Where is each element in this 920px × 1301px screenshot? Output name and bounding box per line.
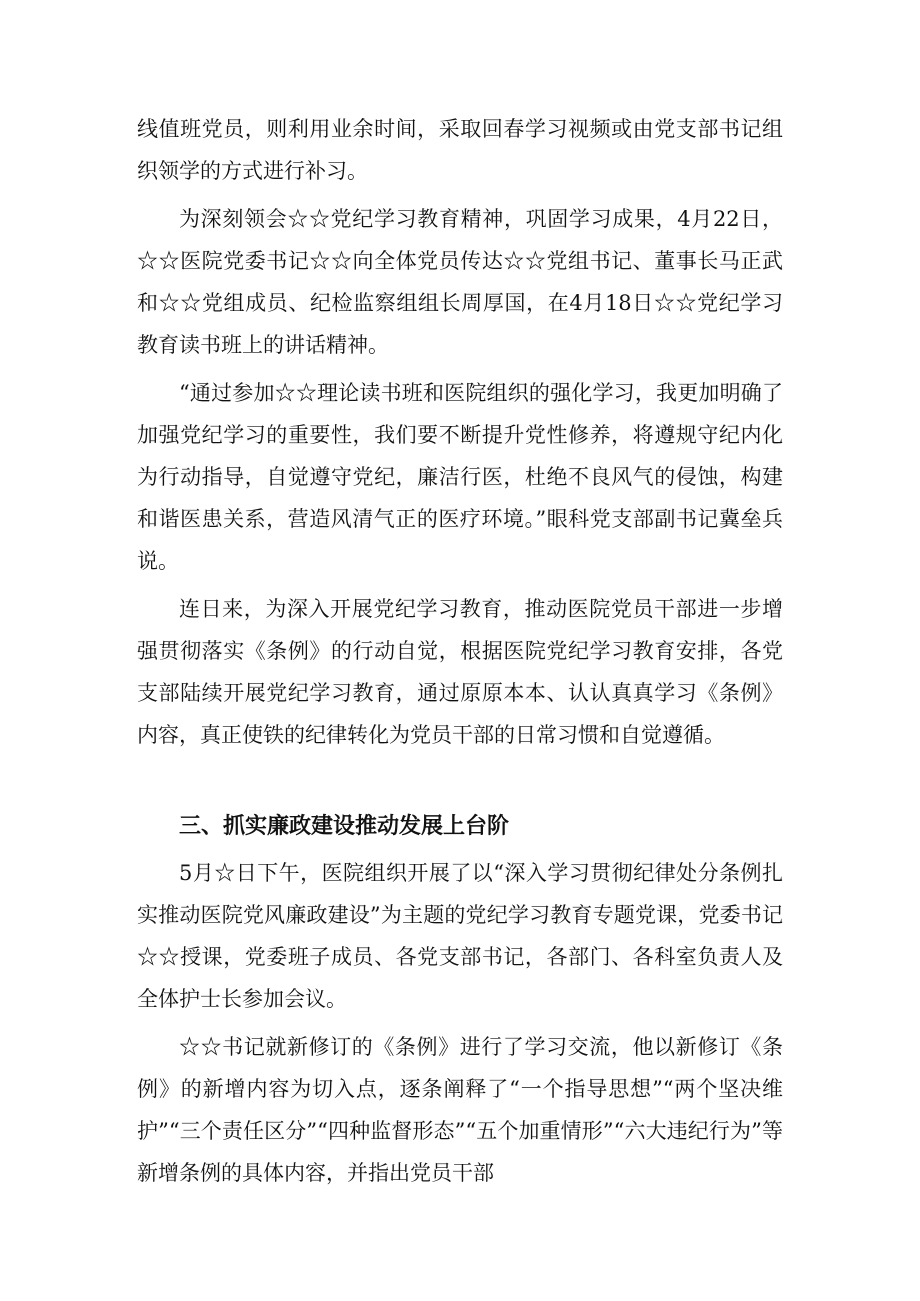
- body-text-section-b: [137, 852, 783, 1200]
- paragraph-ongoing-education: 连日来，为深入开展党纪学习教育，推动医院党员干部进一步增强贯彻落实《条例》的行动自觉，根据医院党纪学习教育安排，各党支部陆续开展党纪学习教育，通过原原本本、认认真真学习《条例》内容，真正使铁的纪律转化为党员干部的日常习惯和自觉遵循。: [137, 597, 783, 747]
- body-text-section-a: [137, 108, 783, 762]
- paragraph-quote: “通过参加☆☆理论读书班和医院组织的强化学习，我更加明确了加强党纪学习的重要性，我们要不断提升党性修养，将遵规守纪内化为行动指导，自觉遵守党纪，廉洁行医，杜绝不良风气的侵蚀，构建和谐医患关系，营造风清气正的医疗环境。”眼科党支部副书记冀垒兵说。: [137, 381, 783, 573]
- paragraph-regulation-exchange: ☆☆书记就新修订的《条例》进行了学习交流，他以新修订《条例》的新增内容为切入点，逐条阐释了“一个指导思想”“两个坚决维护”“三个责任区分”“四种监督形态”“五个加重情形”“六大违纪行为”等新增条例的具体内容，并指出党员干部: [137, 1035, 783, 1185]
- paragraph-study-spirit: 为深刻领会☆☆党纪学习教育精神，巩固学习成果，4月22日，☆☆医院党委书记☆☆向全体党员传达☆☆党组书记、董事长马正武和☆☆党组成员、纪检监察组组长周厚国，在4月18日☆☆党纪学习教育读书班上的讲话精神。: [137, 207, 783, 357]
- paragraph-continuation: 线值班党员，则利用业余时间，采取回春学习视频或由党支部书记组织领学的方式进行补习。: [137, 117, 783, 183]
- paragraph-party-lecture: 5月☆日下午，医院组织开展了以“深入学习贯彻纪律处分条例扎实推动医院党风廉政建设”为主题的党纪学习教育专题党课，党委书记☆☆授课，党委班子成员、各党支部书记，各部门、各科室负责人及全体护士长参加会议。: [137, 861, 783, 1011]
- section-heading-3: 三、抓实廉政建设推动发展上台阶: [179, 814, 510, 839]
